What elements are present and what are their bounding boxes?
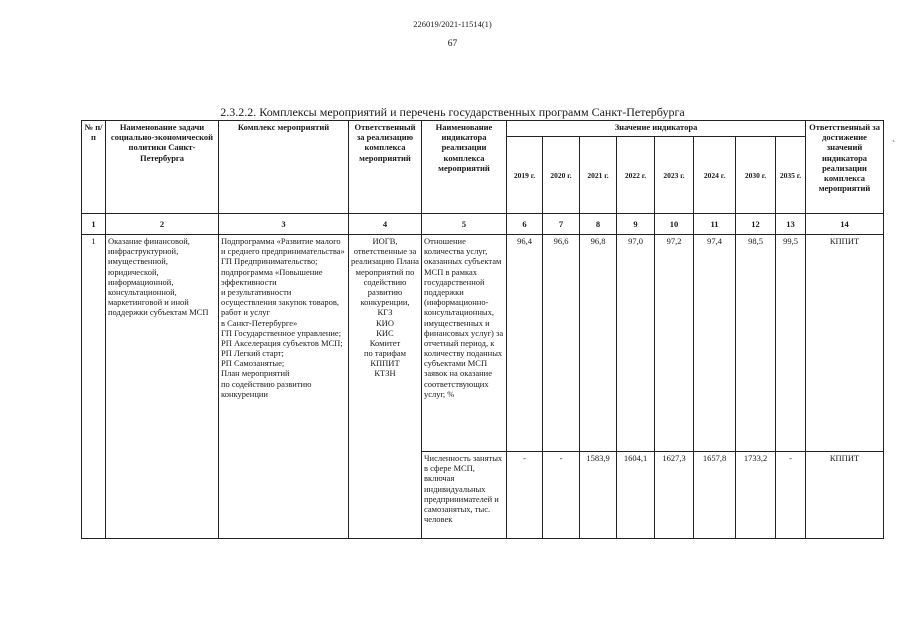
complex-cell: Подпрограмма «Развитие малого и среднего предпринимательства» ГП Предпринимательство; подпрограмма «Повышение эффективности и результативности осуществления закупок товаров, работ и услуг в Санкт-Петербурге» ГП Государственное управление; РП Акселерация субъектов МСП; РП Легкий старт; РП Самозанятые; План мероприятий по содействию развитию конкуренции	[219, 235, 349, 539]
indicator-name: Численность занятых в сфере МСП, включая индивидуальных предпринимателей и самозанятых, тыс. человек	[422, 452, 507, 539]
header-responsible: Ответственный за реализацию комплекса мероприятий	[349, 121, 422, 214]
indicator-value: 96,4	[507, 235, 543, 452]
table-row	[82, 235, 884, 452]
indicator-value: 1583,9	[580, 452, 617, 539]
col-number: 3	[219, 214, 349, 235]
indicator-value: 97,2	[655, 235, 694, 452]
col-number: 12	[736, 214, 776, 235]
indicator-value: -	[543, 452, 580, 539]
indicator-value: 99,5	[776, 235, 806, 452]
programs-table	[81, 120, 884, 539]
indicator-value: 97,4	[694, 235, 736, 452]
indicator-value: 1627,3	[655, 452, 694, 539]
year-cell: 2020 г.	[543, 137, 580, 214]
col-number: 11	[694, 214, 736, 235]
indicator-value: 97,0	[617, 235, 655, 452]
col-number: 2	[106, 214, 219, 235]
indicator-value: 98,5	[736, 235, 776, 452]
indicator-value: -	[507, 452, 543, 539]
indicator-value: 96,8	[580, 235, 617, 452]
col-number: 1	[82, 214, 106, 235]
header-num: № п/п	[82, 121, 106, 214]
header-indicator: Наименование индикатора реализации комплекса мероприятий	[422, 121, 507, 214]
col-number: 6	[507, 214, 543, 235]
year-cell: 2030 г.	[736, 137, 776, 214]
indicator-value: 1604,1	[617, 452, 655, 539]
responsible-cell: ИОГВ, ответственные за реализацию Плана мероприятий по содействию развитию конкуренции, КГЗ КИО КИС Комитет по тарифам КППИТ КТЗН	[349, 235, 422, 539]
column-numbers-row	[82, 214, 884, 235]
year-cell: 2019 г.	[507, 137, 543, 214]
col-number: 10	[655, 214, 694, 235]
indicator-value: 1733,2	[736, 452, 776, 539]
indicator-value: -	[776, 452, 806, 539]
year-cell: 2035 г.	[776, 137, 806, 214]
section-heading: 2.3.2.2. Комплексы мероприятий и перечень государственных программ Санкт-Петербурга	[220, 105, 685, 119]
col-number: 7	[543, 214, 580, 235]
task-cell: Оказание финансовой, инфраструктурной, имущественной, юридической, информационной, консультационной, маркетинговой и иной поддержки субъектам МСП	[106, 235, 219, 539]
col-number: 4	[349, 214, 422, 235]
indicator-responsible: КППИТ	[806, 452, 884, 539]
col-number: 8	[580, 214, 617, 235]
year-cell: 2023 г.	[655, 137, 694, 214]
col-number: 5	[422, 214, 507, 235]
page-number: 67	[447, 39, 458, 49]
header-task: Наименование задачи социально-экономической политики Санкт-Петербурга	[106, 121, 219, 214]
indicator-value: 96,6	[543, 235, 580, 452]
indicator-value: 1657,8	[694, 452, 736, 539]
document-number: 226019/2021-11514(1)	[413, 19, 492, 29]
header-value: Значение индикатора	[507, 121, 806, 137]
year-cell: 2022 г.	[617, 137, 655, 214]
indicator-responsible: КППИТ	[806, 235, 884, 452]
header-resp-indicator: Ответственный за достижение значений индикатора реализации комплекса мероприятий	[806, 121, 884, 214]
table-header-row	[82, 121, 884, 137]
indicator-name: Отношение количества услуг, оказанных субъектам МСП в рамках государственной поддержки (информационно-консультационных, имущественных и финансовых услуг) за отчетный период, к количеству поданных субъектами МСП заявок на оказание соответствующих услуг, %	[422, 235, 507, 452]
year-cell: 2024 г.	[694, 137, 736, 214]
col-number: 9	[617, 214, 655, 235]
row-number: 1	[82, 235, 106, 539]
year-cell: 2021 г.	[580, 137, 617, 214]
header-complex: Комплекс мероприятий	[219, 121, 349, 214]
col-number: 13	[776, 214, 806, 235]
margin-mark: `	[892, 140, 896, 151]
col-number: 14	[806, 214, 884, 235]
